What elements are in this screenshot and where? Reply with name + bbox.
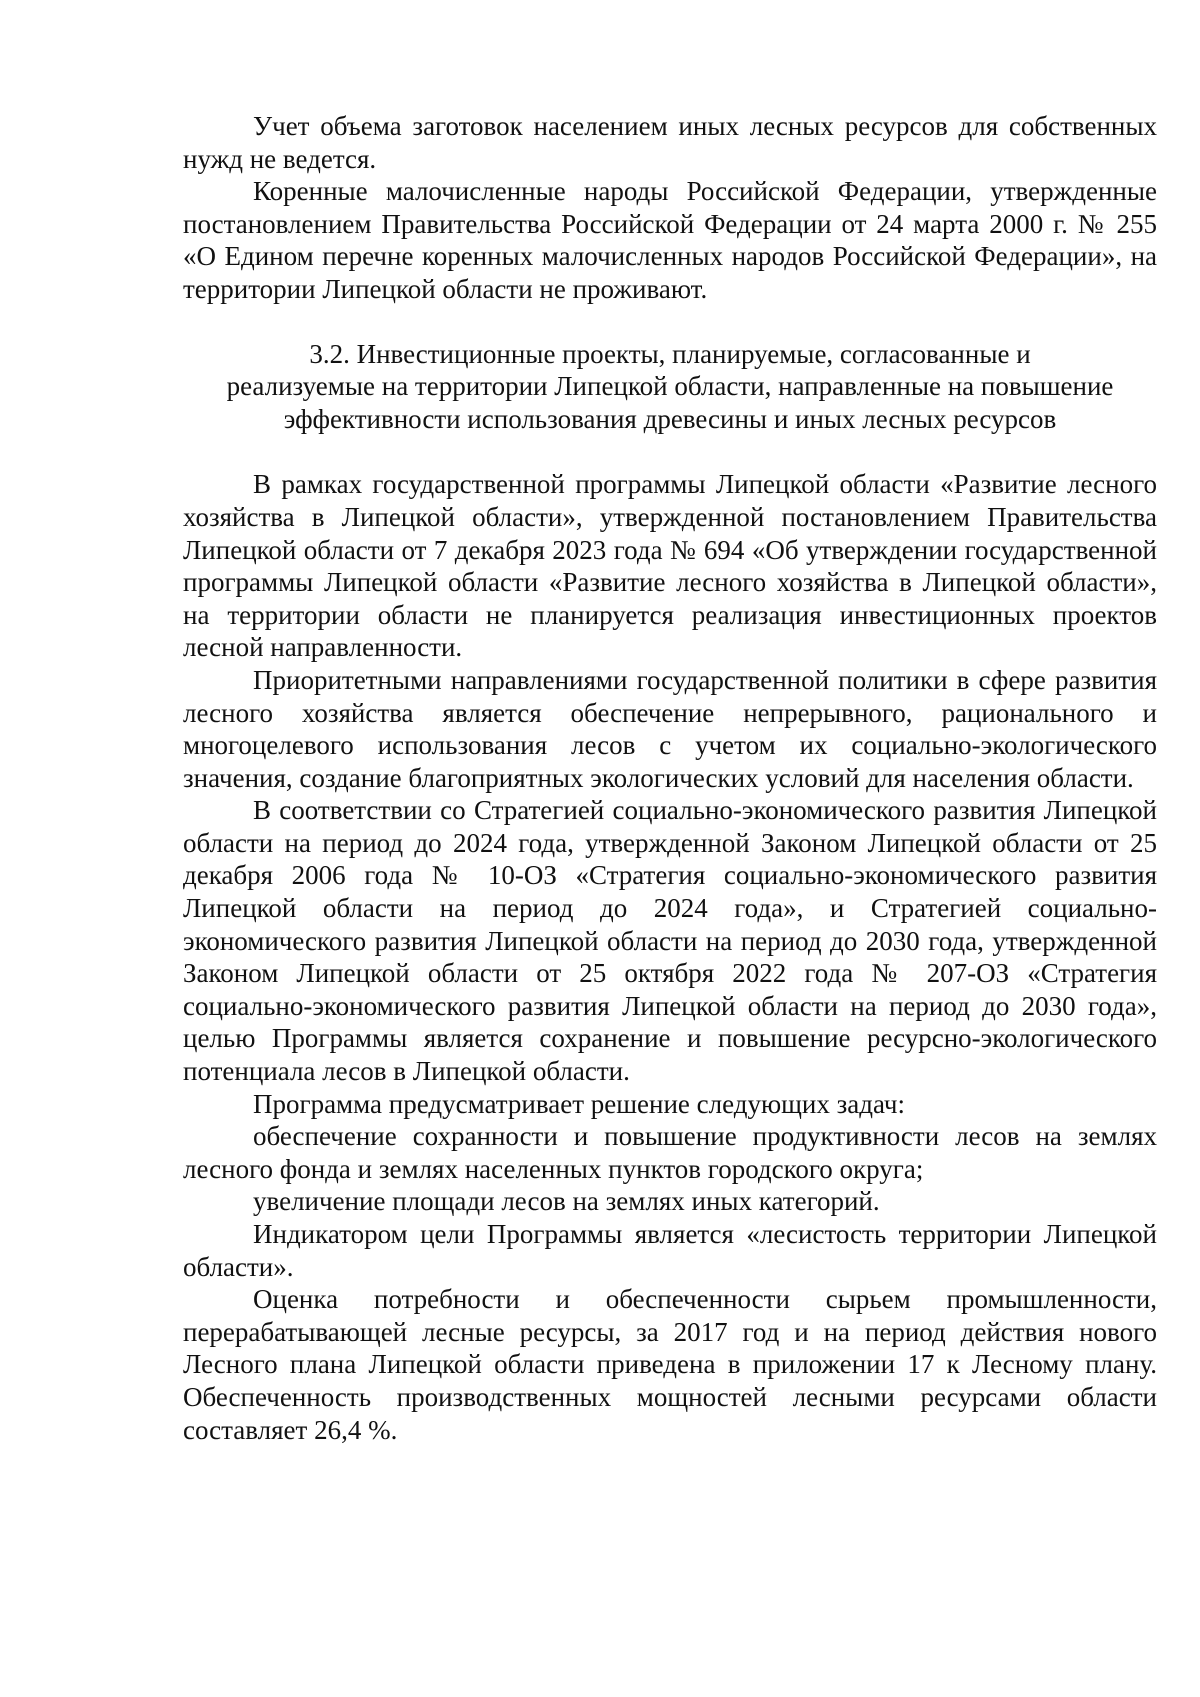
section-heading-line: 3.2. Инвестиционные проекты, планируемые, согласованные и — [309, 338, 1031, 369]
section-heading-line: эффективности использования древесины и иных лесных ресурсов — [283, 403, 1057, 434]
section-heading-line: реализуемые на территории Липецкой области, направленные на повышение — [226, 371, 1114, 402]
paragraph-task-preservation: обеспечение сохранности и повышение продуктивности лесов на землях лесного фонда и землях населенных пунктов городского округа; — [183, 1121, 1157, 1184]
paragraph-indicator: Индикатором цели Программы является «лесистость территории Липецкой области». — [183, 1219, 1157, 1282]
section-heading — [213, 338, 1127, 436]
paragraph-state-program: В рамках государственной программы Липецкой области «Развитие лесного хозяйства в Липецкой области», утвержденной постановлением Правительства Липецкой области от 7 декабря 2023 года № 694 «Об утверждении государственной программы Липецкой области «Развитие лесного хозяйства в Липецкой области», на территории области не планируется реализация инвестиционных проектов лесной направленности. — [183, 469, 1157, 663]
paragraph-task-area-increase: увеличение площади лесов на землях иных категорий. — [253, 1186, 880, 1217]
paragraph-harvest-accounting: Учет объема заготовок населением иных лесных ресурсов для собственных нужд не ведется. — [183, 111, 1157, 174]
paragraph-program-tasks-intro: Программа предусматривает решение следующих задач: — [253, 1088, 905, 1119]
paragraph-supply-assessment: Оценка потребности и обеспеченности сырьем промышленности, перерабатывающей лесные ресурсы, за 2017 год и на период действия нового Лесного плана Липецкой области приведена в приложении 17 к Лесному плану. Обеспеченность производственных мощностей лесными ресурсами области составляет 26,4 %. — [183, 1284, 1157, 1445]
paragraph-priorities: Приоритетными направлениями государственной политики в сфере развития лесного хозяйства является обеспечение непрерывного, рационального и многоцелевого использования лесов с учетом их социально-экологического значения, создание благоприятных экологических условий для населения области. — [183, 664, 1157, 793]
document-page — [183, 110, 1157, 1446]
paragraph-indigenous-peoples: Коренные малочисленные народы Российской Федерации, утвержденные постановлением Правительства Российской Федерации от 24 марта 2000 г. № 255 «О Едином перечне коренных малочисленных народов Российской Федерации», на территории Липецкой области не проживают. — [183, 176, 1157, 304]
paragraph-strategy: В соответствии со Стратегией социально-экономического развития Липецкой области на период до 2024 года, утвержденной Законом Липецкой области от 25 декабря 2006 года № 10-ОЗ «Стратегия социально-экономического развития Липецкой области на период до 2024 года», и Стратегией социально-экономического развития Липецкой области на период до 2030 года, утвержденной Законом Липецкой области от 25 октября 2022 года № 207-ОЗ «Стратегия социально-экономического развития Липецкой области на период до 2030 года», целью Программы является сохранение и повышение ресурсно-экологического потенциала лесов в Липецкой области. — [183, 795, 1157, 1087]
